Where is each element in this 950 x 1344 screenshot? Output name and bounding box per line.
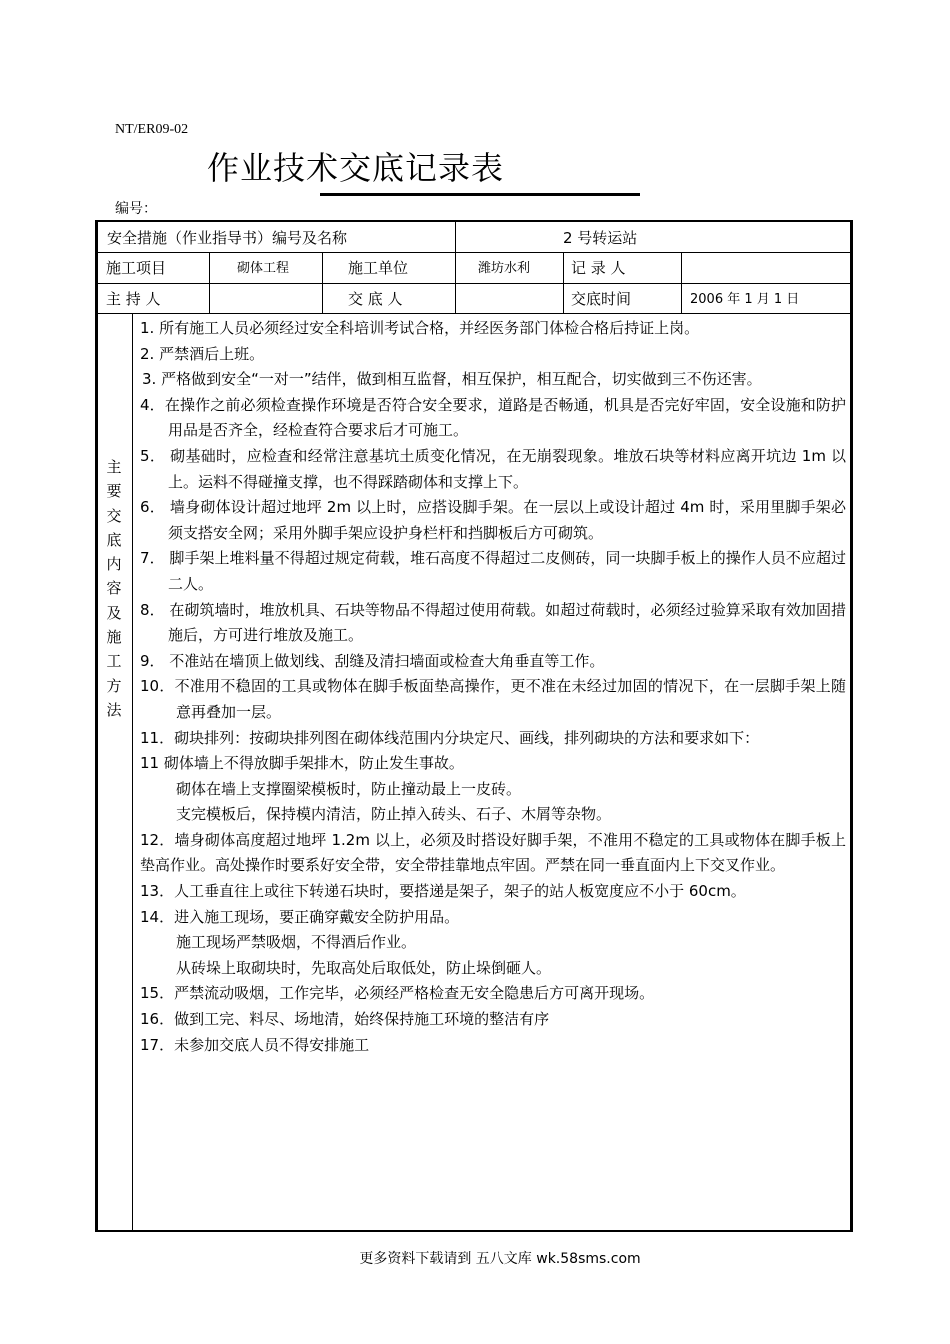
recorder-label: 记 录 人 [571, 259, 626, 277]
table-row-divider [98, 283, 852, 284]
list-item: 7． 脚手架上堆料量不得超过规定荷载，堆石高度不得超过二皮侧砖，同一块脚手板上的操作人员不应超过二人。 [140, 549, 846, 593]
unit-label: 施工单位 [348, 259, 409, 277]
content-list [140, 316, 846, 1058]
list-item: 17．未参加交底人员不得安排施工 [140, 1035, 370, 1054]
project-value: 砌体工程 [237, 261, 290, 276]
table-row-divider [98, 313, 852, 314]
list-item: 12．墙身砌体高度超过地坪 1.2m 以上，必须及时搭设好脚手架，不准用不稳定的工具或物体在脚手板上垫高作业。高处操作时要系好安全带，安全带挂靠地点牢固。严禁在同一垂直面内上下交叉作业。 [140, 830, 846, 875]
list-item: 11 砌体墙上不得放脚手架排木，防止发生事故。 [140, 754, 464, 773]
title-underline [320, 193, 640, 196]
list-item: 16．做到工完、料尽、场地清，始终保持施工环境的整洁有序 [140, 1010, 550, 1029]
footer-link-text: 更多资料下载请到 五八文库 wk.58sms.com [359, 1251, 641, 1267]
list-item: 支完模板后，保持模内清洁，防止掉入砖头、石子、木屑等杂物。 [176, 805, 612, 824]
list-item: 15．严禁流动吸烟，工作完毕，必须经严格检查无安全隐患后方可离开现场。 [140, 984, 655, 1003]
list-item: 砌体在墙上支撑圈梁模板时，防止撞动最上一皮砖。 [176, 779, 522, 798]
time-label: 交底时间 [571, 290, 632, 308]
list-item: 从砖垛上取砌块时，先取高处后取低处，防止垛倒砸人。 [176, 958, 552, 977]
list-item: 11．砌块排列：按砌块排列图在砌体线范围内分块定尺、画线，排列砌块的方法和要求如下： [140, 728, 760, 747]
measure-name-value: 2 号转运站 [563, 229, 638, 247]
list-item: 6． 墙身砌体设计超过地坪 2m 以上时，应搭设脚手架。在一层以上或设计超过 4m 时，采用里脚手架必须支搭安全网；采用外脚手架应设护身栏杆和挡脚板后方可砌筑。 [140, 498, 846, 542]
list-item: 8． 在砌筑墙时，堆放机具、石块等物品不得超过使用荷载。如超过荷载时，必须经过验算采取有效加固措施后，方可进行堆放及施工。 [140, 600, 846, 645]
host-label: 主 持 人 [106, 290, 161, 308]
list-item: 1. 所有施工人员必须经过安全科培训考试合格，并经医务部门体检合格后持证上岗。 [140, 319, 700, 337]
list-item: 5． 砌基础时，应检查和经常注意基坑土质变化情况，在无崩裂现象。堆放石块等材料应离开坑边 1m 以上。运料不得碰撞支撑，也不得踩踏砌体和支撑上下。 [140, 446, 846, 491]
number-label: 编号： [115, 201, 157, 217]
document-code: NT/ER09-02 [115, 122, 189, 137]
table-col-divider [563, 252, 564, 313]
list-item: 2. 严禁酒后上班。 [140, 344, 265, 363]
table-row-divider [98, 252, 852, 253]
table-col-divider [455, 222, 456, 313]
list-item: 3. 严格做到安全“一对一”结伴，做到相互监督，相互保护，相互配合，切实做到三不伤还害。 [142, 370, 762, 389]
list-item: 4．在操作之前必须检查操作环境是否符合安全要求，道路是否畅通，机具是否完好牢固，安全设施和防护用品是否齐全，经检查符合要求后才可施工。 [140, 395, 846, 440]
time-value: 2006 年 1 月 1 日 [690, 292, 800, 307]
table-col-divider [132, 313, 133, 1231]
project-label: 施工项目 [106, 259, 167, 277]
presenter-label: 交 底 人 [348, 290, 403, 308]
list-item: 9． 不准站在墙顶上做划线、刮缝及清扫墙面或检查大角垂直等工作。 [140, 651, 605, 670]
list-item: 13．人工垂直往上或往下转递石块时，要搭递是架子，架子的站人板宽度应不小于 60cm。 [140, 882, 746, 901]
list-item: 14．进入施工现场，要正确穿戴安全防护用品。 [140, 907, 460, 926]
list-item: 10．不准用不稳固的工具或物体在脚手板面垫高操作，更不准在未经过加固的情况下，在一层脚手架上随意再叠加一层。 [140, 677, 846, 721]
table-col-divider [681, 252, 682, 313]
table-col-divider [322, 252, 323, 313]
content-section-label: 主要交底内容及施工方法 [106, 458, 122, 719]
page-title: 作业技术交底记录表 [207, 149, 505, 187]
list-item: 施工现场严禁吸烟，不得酒后作业。 [176, 933, 417, 952]
table-col-divider [209, 252, 210, 313]
unit-value: 潍坊水利 [478, 261, 531, 276]
measure-name-label: 安全措施（作业指导书）编号及名称 [107, 229, 348, 247]
